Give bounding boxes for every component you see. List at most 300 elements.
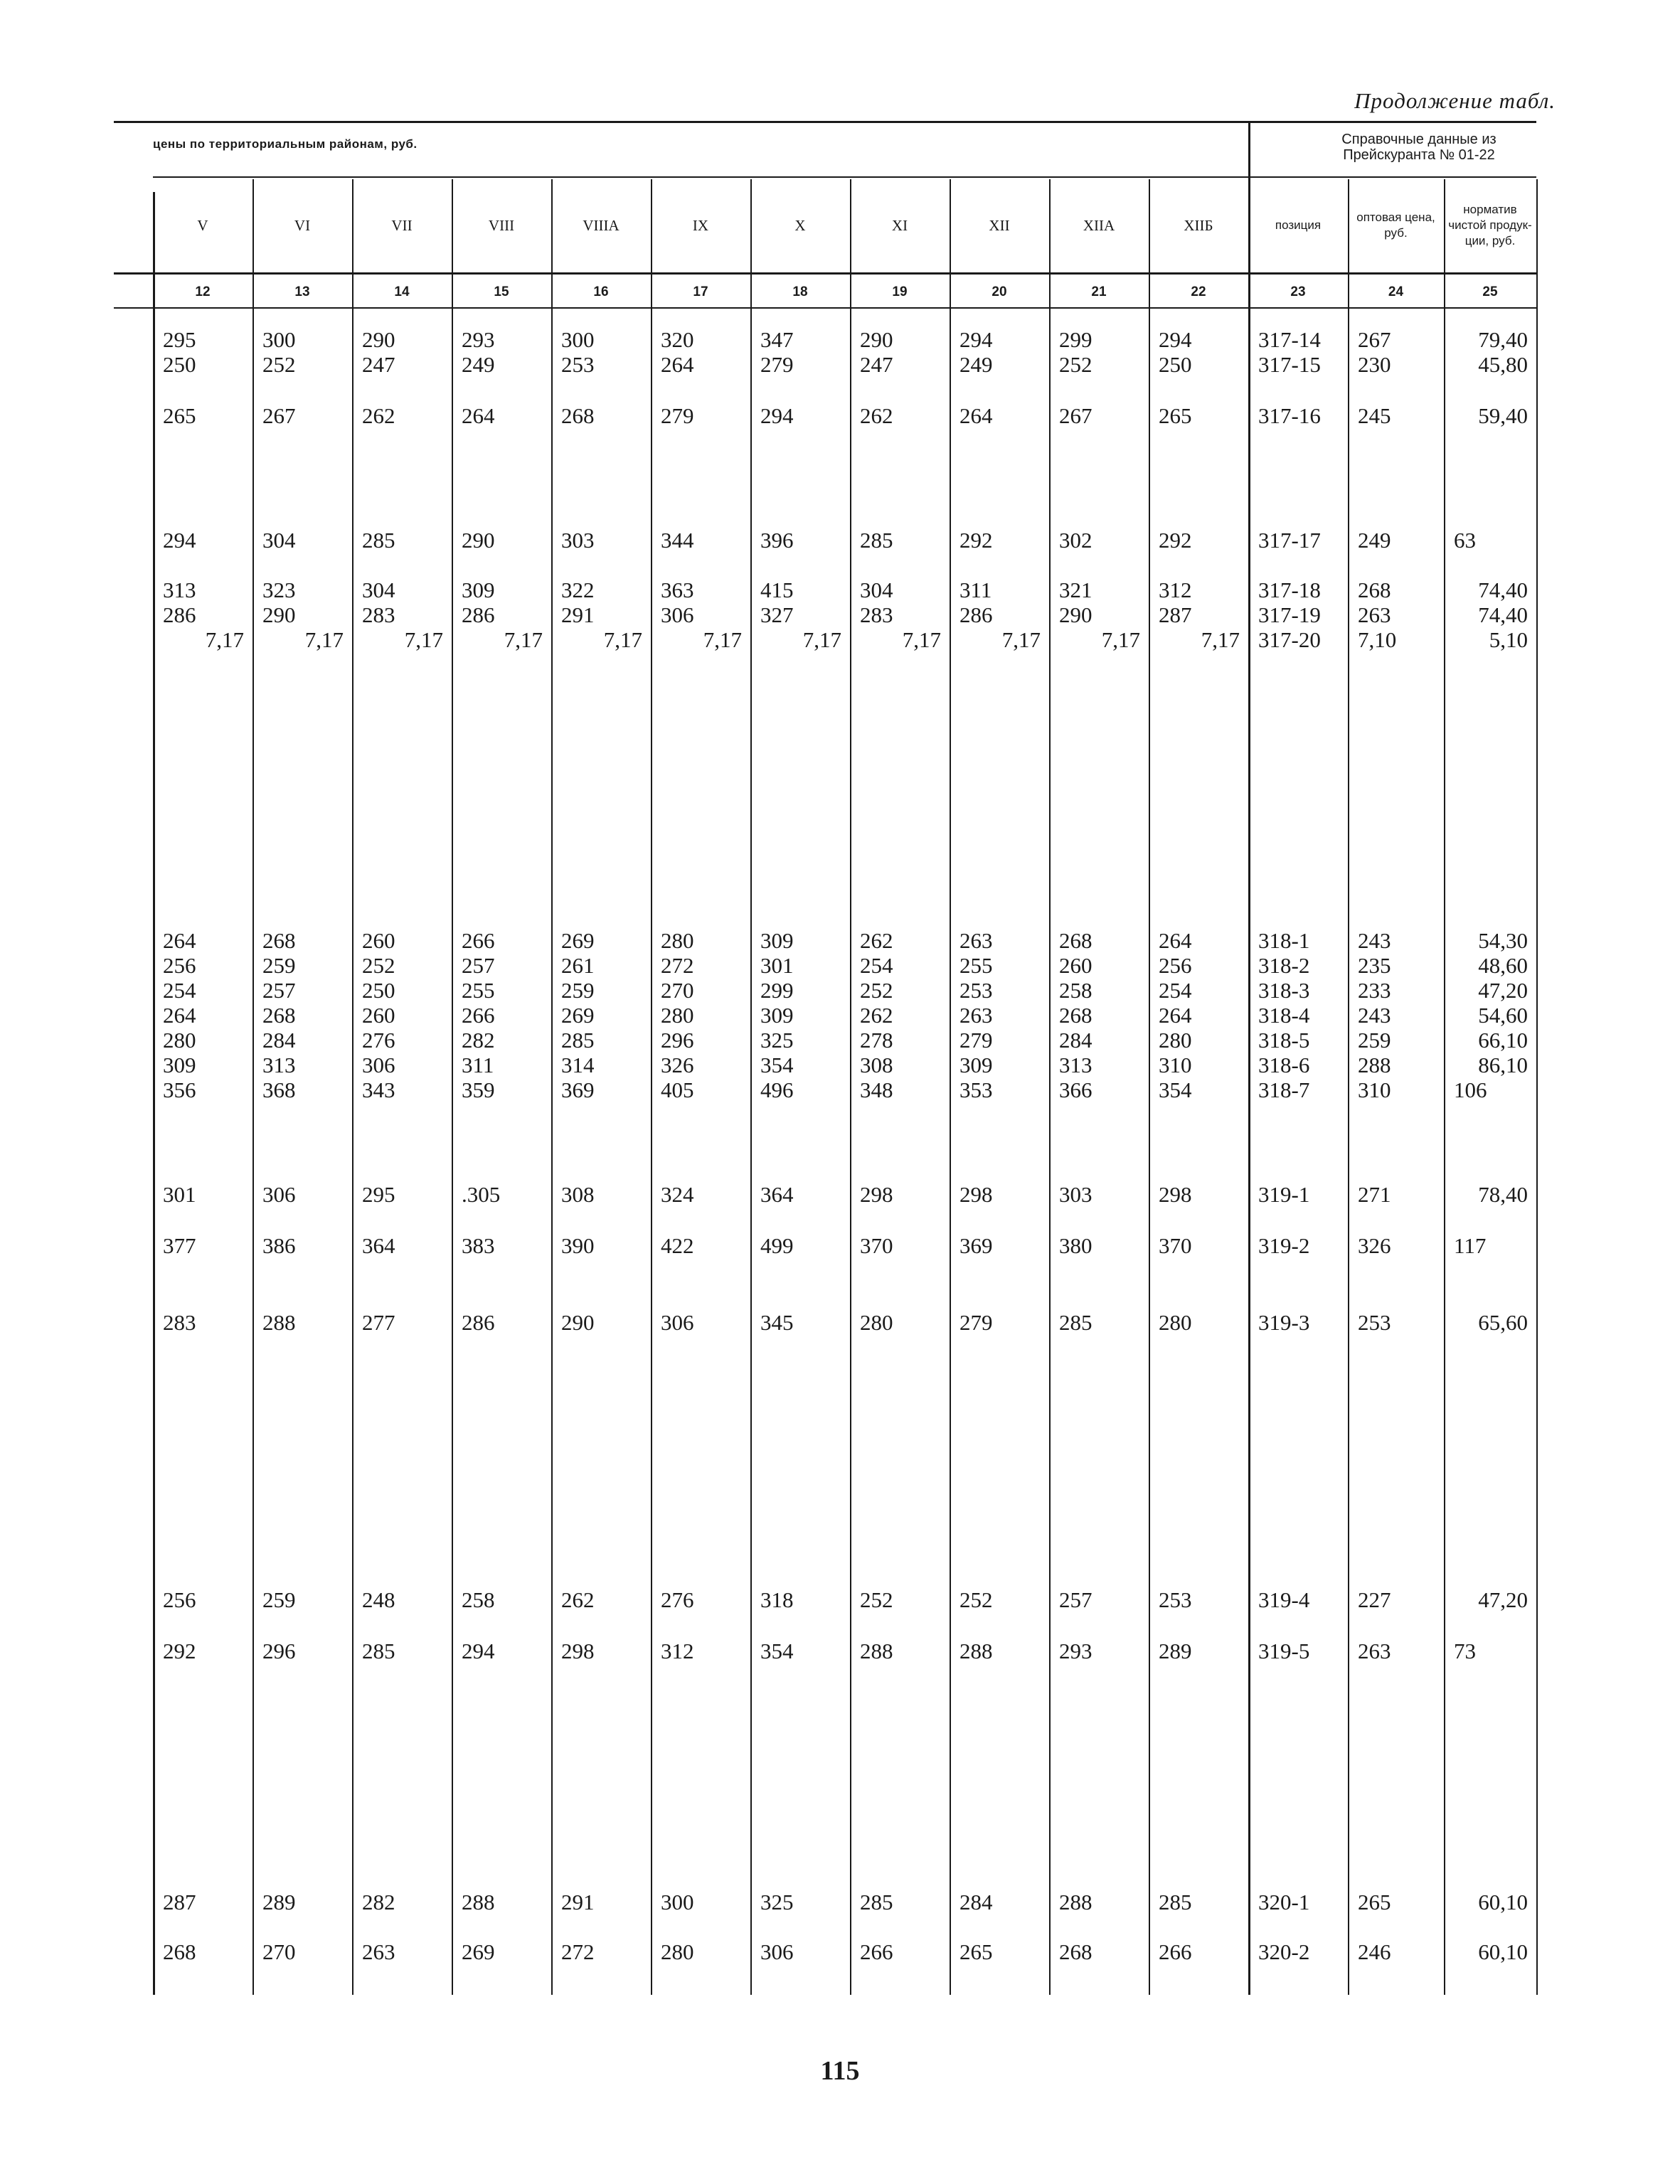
table-cell: 247 xyxy=(860,352,893,377)
table-cell: 117 xyxy=(1454,1233,1487,1258)
table-cell: 311 xyxy=(462,1053,494,1077)
table-cell: 252 xyxy=(262,352,296,377)
table-cell: 288 xyxy=(1358,1053,1391,1077)
table-cell: 312 xyxy=(1159,577,1192,602)
column-rule xyxy=(1149,179,1150,1995)
table-cell: 264 xyxy=(163,928,196,953)
table-cell: 325 xyxy=(760,1028,794,1053)
table-cell: 7,17 xyxy=(304,627,344,652)
table-cell: 5,10 xyxy=(1489,627,1528,652)
table-cell: 7,17 xyxy=(1001,627,1041,652)
table-cell: 298 xyxy=(860,1182,893,1207)
table-cell: 264 xyxy=(163,1003,196,1028)
numbers-bottom-rule xyxy=(114,307,1536,309)
table-cell: 319-3 xyxy=(1258,1310,1310,1335)
table-cell: 259 xyxy=(1358,1028,1391,1053)
table-cell: 318-2 xyxy=(1258,953,1310,978)
table-cell: 263 xyxy=(1358,602,1391,627)
column-rule xyxy=(551,179,553,1995)
table-cell: 262 xyxy=(860,403,893,428)
table-cell: 324 xyxy=(661,1182,694,1207)
table-cell: 73 xyxy=(1454,1639,1476,1663)
table-cell: 278 xyxy=(860,1028,893,1053)
table-cell: 318 xyxy=(760,1587,794,1612)
table-cell: 326 xyxy=(1358,1233,1391,1258)
table-cell: 366 xyxy=(1059,1077,1092,1102)
table-cell: 290 xyxy=(262,602,296,627)
table-cell: 294 xyxy=(163,528,196,553)
table-cell: 280 xyxy=(1159,1310,1192,1335)
table-cell: 263 xyxy=(959,928,993,953)
table-cell: 7,17 xyxy=(703,627,742,652)
table-cell: 265 xyxy=(959,1939,993,1964)
table-cell: 7,17 xyxy=(205,627,244,652)
table-cell: 292 xyxy=(163,1639,196,1663)
column-rule xyxy=(1348,179,1349,1995)
table-cell: 78,40 xyxy=(1478,1182,1528,1207)
column-header: V xyxy=(197,216,208,234)
table-cell: 252 xyxy=(362,953,395,978)
table-cell: 45,80 xyxy=(1478,352,1528,377)
table-cell: 227 xyxy=(1358,1587,1391,1612)
table-cell: 270 xyxy=(262,1939,296,1964)
column-rule xyxy=(1049,179,1051,1995)
column-number: 15 xyxy=(494,284,509,299)
table-cell: 293 xyxy=(1059,1639,1092,1663)
table-cell: 290 xyxy=(860,327,893,352)
table-cell: 255 xyxy=(959,953,993,978)
table-cell: 313 xyxy=(262,1053,296,1077)
table-cell: 310 xyxy=(1159,1053,1192,1077)
table-cell: 252 xyxy=(1059,352,1092,377)
table-cell: 302 xyxy=(1059,528,1092,553)
reference-block-rule xyxy=(1248,122,1250,179)
table-cell: 235 xyxy=(1358,953,1391,978)
table-cell: 252 xyxy=(860,1587,893,1612)
table-cell: 264 xyxy=(1159,928,1192,953)
table-cell: 258 xyxy=(462,1587,495,1612)
table-cell: 306 xyxy=(760,1939,794,1964)
column-header: X xyxy=(794,216,806,234)
table-cell: 317-18 xyxy=(1258,577,1321,602)
table-cell: 282 xyxy=(462,1028,495,1053)
table-cell: 319-1 xyxy=(1258,1182,1310,1207)
table-cell: 7,17 xyxy=(1201,627,1240,652)
table-cell: 303 xyxy=(1059,1182,1092,1207)
table-cell: 396 xyxy=(760,528,794,553)
table-cell: 284 xyxy=(1059,1028,1092,1053)
table-cell: 286 xyxy=(959,602,993,627)
table-cell: .305 xyxy=(462,1182,501,1207)
table-cell: 54,60 xyxy=(1478,1003,1528,1028)
table-cell: 268 xyxy=(1059,1003,1092,1028)
column-rule xyxy=(1536,179,1538,1995)
table-cell: 259 xyxy=(262,1587,296,1612)
table-cell: 270 xyxy=(661,978,694,1003)
table-cell: 280 xyxy=(661,1939,694,1964)
table-cell: 267 xyxy=(262,403,296,428)
table-cell: 60,10 xyxy=(1478,1939,1528,1964)
table-cell: 290 xyxy=(1059,602,1092,627)
table-cell: 254 xyxy=(860,953,893,978)
column-rule xyxy=(252,179,254,1995)
table-cell: 327 xyxy=(760,602,794,627)
table-cell: 288 xyxy=(860,1639,893,1663)
table-cell: 276 xyxy=(362,1028,395,1053)
table-cell: 246 xyxy=(1358,1939,1391,1964)
table-cell: 54,30 xyxy=(1478,928,1528,953)
table-cell: 283 xyxy=(860,602,893,627)
table-cell: 285 xyxy=(362,1639,395,1663)
table-cell: 250 xyxy=(163,352,196,377)
table-cell: 256 xyxy=(163,953,196,978)
table-cell: 289 xyxy=(262,1890,296,1914)
table-cell: 86,10 xyxy=(1478,1053,1528,1077)
table-cell: 280 xyxy=(1159,1028,1192,1053)
table-cell: 356 xyxy=(163,1077,196,1102)
table-cell: 415 xyxy=(760,577,794,602)
table-cell: 253 xyxy=(1159,1587,1192,1612)
table-cell: 291 xyxy=(561,1890,595,1914)
table-cell: 252 xyxy=(860,978,893,1003)
table-cell: 267 xyxy=(1059,403,1092,428)
table-cell: 313 xyxy=(163,577,196,602)
table-cell: 300 xyxy=(661,1890,694,1914)
table-cell: 287 xyxy=(1159,602,1192,627)
table-cell: 276 xyxy=(661,1587,694,1612)
column-rule xyxy=(1248,179,1250,1995)
table-cell: 279 xyxy=(959,1310,993,1335)
table-cell: 263 xyxy=(1358,1639,1391,1663)
header-bottom-rule xyxy=(114,272,1536,275)
column-number: 19 xyxy=(892,284,908,299)
table-cell: 245 xyxy=(1358,403,1391,428)
continuation-title: Продолжение табл. xyxy=(1354,88,1556,113)
table-cell: 288 xyxy=(959,1639,993,1663)
table-cell: 249 xyxy=(959,352,993,377)
table-cell: 269 xyxy=(561,928,595,953)
table-cell: 280 xyxy=(860,1310,893,1335)
column-rule xyxy=(452,179,453,1995)
table-cell: 7,17 xyxy=(603,627,642,652)
table-cell: 230 xyxy=(1358,352,1391,377)
table-cell: 311 xyxy=(959,577,992,602)
table-cell: 285 xyxy=(1059,1310,1092,1335)
table-cell: 309 xyxy=(760,928,794,953)
table-cell: 60,10 xyxy=(1478,1890,1528,1914)
table-cell: 63 xyxy=(1454,528,1476,553)
table-cell: 354 xyxy=(760,1639,794,1663)
table-cell: 321 xyxy=(1059,577,1092,602)
table-cell: 308 xyxy=(561,1182,595,1207)
header-sub-rule xyxy=(153,176,1536,178)
table-cell: 301 xyxy=(760,953,794,978)
table-cell: 286 xyxy=(163,602,196,627)
table-cell: 345 xyxy=(760,1310,794,1335)
table-cell: 323 xyxy=(262,577,296,602)
table-cell: 265 xyxy=(1159,403,1192,428)
table-cell: 250 xyxy=(362,978,395,1003)
table-cell: 272 xyxy=(661,953,694,978)
table-cell: 300 xyxy=(561,327,595,352)
table-cell: 386 xyxy=(262,1233,296,1258)
table-cell: 272 xyxy=(561,1939,595,1964)
table-cell: 264 xyxy=(1159,1003,1192,1028)
table-cell: 304 xyxy=(362,577,395,602)
table-cell: 264 xyxy=(661,352,694,377)
table-cell: 298 xyxy=(959,1182,993,1207)
table-cell: 306 xyxy=(362,1053,395,1077)
table-cell: 306 xyxy=(661,602,694,627)
column-number: 14 xyxy=(394,284,410,299)
table-cell: 313 xyxy=(1059,1053,1092,1077)
table-cell: 317-17 xyxy=(1258,528,1321,553)
table-cell: 47,20 xyxy=(1478,1587,1528,1612)
table-cell: 280 xyxy=(661,928,694,953)
table-cell: 347 xyxy=(760,327,794,352)
column-number: 25 xyxy=(1482,284,1498,299)
column-header: XI xyxy=(891,216,908,234)
table-cell: 353 xyxy=(959,1077,993,1102)
table-cell: 260 xyxy=(362,928,395,953)
table-cell: 253 xyxy=(561,352,595,377)
table-cell: 296 xyxy=(262,1639,296,1663)
table-cell: 310 xyxy=(1358,1077,1391,1102)
table-cell: 319-4 xyxy=(1258,1587,1310,1612)
table-cell: 282 xyxy=(362,1890,395,1914)
table-cell: 264 xyxy=(959,403,993,428)
table-cell: 7,17 xyxy=(802,627,841,652)
table-cell: 266 xyxy=(1159,1939,1192,1964)
table-cell: 263 xyxy=(959,1003,993,1028)
table-cell: 309 xyxy=(959,1053,993,1077)
table-cell: 317-14 xyxy=(1258,327,1321,352)
table-cell: 422 xyxy=(661,1233,694,1258)
table-cell: 320 xyxy=(661,327,694,352)
table-cell: 343 xyxy=(362,1077,395,1102)
table-cell: 249 xyxy=(462,352,495,377)
table-cell: 284 xyxy=(262,1028,296,1053)
table-cell: 290 xyxy=(561,1310,595,1335)
table-cell: 364 xyxy=(760,1182,794,1207)
column-header: позиция xyxy=(1275,218,1322,232)
table-cell: 319-2 xyxy=(1258,1233,1310,1258)
table-cell: 359 xyxy=(462,1077,495,1102)
table-cell: 294 xyxy=(959,327,993,352)
table-cell: 252 xyxy=(959,1587,993,1612)
table-cell: 286 xyxy=(462,1310,495,1335)
table-cell: 294 xyxy=(462,1639,495,1663)
table-cell: 294 xyxy=(760,403,794,428)
column-header: XII xyxy=(989,216,1010,234)
table-cell: 269 xyxy=(462,1939,495,1964)
table-cell: 499 xyxy=(760,1233,794,1258)
table-cell: 268 xyxy=(262,928,296,953)
table-cell: 292 xyxy=(1159,528,1192,553)
table-cell: 309 xyxy=(163,1053,196,1077)
table-cell: 47,20 xyxy=(1478,978,1528,1003)
table-cell: 295 xyxy=(163,327,196,352)
table-cell: 363 xyxy=(661,577,694,602)
table-cell: 300 xyxy=(262,327,296,352)
column-header: IX xyxy=(692,216,709,234)
column-header: оптовая цена, руб. xyxy=(1356,211,1435,240)
column-header: VIIIA xyxy=(583,216,620,234)
table-cell: 280 xyxy=(661,1003,694,1028)
table-cell: 298 xyxy=(561,1639,595,1663)
table-cell: 285 xyxy=(860,1890,893,1914)
table-cell: 279 xyxy=(760,352,794,377)
column-number: 23 xyxy=(1290,284,1306,299)
table-cell: 319-5 xyxy=(1258,1639,1310,1663)
table-cell: 257 xyxy=(462,953,495,978)
table-cell: 268 xyxy=(1358,577,1391,602)
table-cell: 383 xyxy=(462,1233,495,1258)
table-cell: 318-4 xyxy=(1258,1003,1310,1028)
table-cell: 106 xyxy=(1454,1077,1487,1102)
page-number: 115 xyxy=(820,2056,860,2086)
table-cell: 74,40 xyxy=(1478,602,1528,627)
table-cell: 318-6 xyxy=(1258,1053,1310,1077)
table-cell: 59,40 xyxy=(1478,403,1528,428)
table-cell: 290 xyxy=(362,327,395,352)
table-cell: 7,17 xyxy=(1101,627,1140,652)
table-cell: 284 xyxy=(959,1890,993,1914)
column-rule xyxy=(153,192,155,1995)
table-cell: 265 xyxy=(1358,1890,1391,1914)
table-cell: 79,40 xyxy=(1478,327,1528,352)
table-cell: 380 xyxy=(1059,1233,1092,1258)
table-cell: 309 xyxy=(462,577,495,602)
table-cell: 325 xyxy=(760,1890,794,1914)
table-cell: 318-7 xyxy=(1258,1077,1310,1102)
table-cell: 247 xyxy=(362,352,395,377)
table-cell: 369 xyxy=(959,1233,993,1258)
table-cell: 253 xyxy=(959,978,993,1003)
column-number: 22 xyxy=(1191,284,1206,299)
table-cell: 320-2 xyxy=(1258,1939,1310,1964)
column-rule xyxy=(950,179,951,1995)
table-cell: 344 xyxy=(661,528,694,553)
table-cell: 304 xyxy=(860,577,893,602)
table-cell: 283 xyxy=(163,1310,196,1335)
table-cell: 248 xyxy=(362,1587,395,1612)
table-cell: 289 xyxy=(1159,1639,1192,1663)
column-number: 17 xyxy=(693,284,708,299)
table-cell: 288 xyxy=(262,1310,296,1335)
table-cell: 262 xyxy=(860,928,893,953)
table-cell: 301 xyxy=(163,1182,196,1207)
table-cell: 364 xyxy=(362,1233,395,1258)
table-cell: 267 xyxy=(1358,327,1391,352)
table-cell: 268 xyxy=(561,403,595,428)
reference-header-label: Справочные данные из Прейскуранта № 01-22 xyxy=(1341,132,1496,163)
column-header: XIIБ xyxy=(1184,216,1213,234)
table-cell: 263 xyxy=(362,1939,395,1964)
table-cell: 260 xyxy=(1059,953,1092,978)
table-cell: 243 xyxy=(1358,928,1391,953)
table-cell: 7,10 xyxy=(1358,627,1397,652)
table-cell: 256 xyxy=(1159,953,1192,978)
table-cell: 288 xyxy=(462,1890,495,1914)
table-cell: 322 xyxy=(561,577,595,602)
table-cell: 271 xyxy=(1358,1182,1391,1207)
column-rule xyxy=(850,179,851,1995)
main-header-label: цены по территориальным районам, руб. xyxy=(153,137,418,151)
table-cell: 370 xyxy=(1159,1233,1192,1258)
table-cell: 285 xyxy=(362,528,395,553)
table-cell: 354 xyxy=(760,1053,794,1077)
table-cell: 283 xyxy=(362,602,395,627)
table-cell: 7,17 xyxy=(404,627,443,652)
table-cell: 296 xyxy=(661,1028,694,1053)
column-header: VIII xyxy=(488,216,515,234)
table-cell: 257 xyxy=(262,978,296,1003)
table-cell: 254 xyxy=(1159,978,1192,1003)
table-cell: 293 xyxy=(462,327,495,352)
table-cell: 294 xyxy=(1159,327,1192,352)
table-cell: 7,17 xyxy=(504,627,543,652)
table-cell: 261 xyxy=(561,953,595,978)
table-cell: 318-1 xyxy=(1258,928,1310,953)
table-cell: 268 xyxy=(262,1003,296,1028)
table-cell: 290 xyxy=(462,528,495,553)
table-cell: 318-5 xyxy=(1258,1028,1310,1053)
table-cell: 262 xyxy=(362,403,395,428)
table-cell: 256 xyxy=(163,1587,196,1612)
table-cell: 285 xyxy=(860,528,893,553)
column-number: 21 xyxy=(1091,284,1107,299)
table-cell: 259 xyxy=(262,953,296,978)
table-cell: 286 xyxy=(462,602,495,627)
table-cell: 314 xyxy=(561,1053,595,1077)
table-cell: 306 xyxy=(262,1182,296,1207)
table-cell: 254 xyxy=(163,978,196,1003)
table-cell: 262 xyxy=(561,1587,595,1612)
table-cell: 285 xyxy=(1159,1890,1192,1914)
table-cell: 277 xyxy=(362,1310,395,1335)
table-cell: 260 xyxy=(362,1003,395,1028)
table-cell: 317-15 xyxy=(1258,352,1321,377)
column-header: VI xyxy=(294,216,311,234)
table-cell: 266 xyxy=(462,928,495,953)
table-cell: 326 xyxy=(661,1053,694,1077)
column-number: 24 xyxy=(1388,284,1404,299)
table-cell: 266 xyxy=(860,1939,893,1964)
table-cell: 370 xyxy=(860,1233,893,1258)
table-cell: 279 xyxy=(959,1028,993,1053)
table-cell: 258 xyxy=(1059,978,1092,1003)
table-cell: 317-20 xyxy=(1258,627,1321,652)
table-cell: 369 xyxy=(561,1077,595,1102)
table-cell: 257 xyxy=(1059,1587,1092,1612)
table-cell: 268 xyxy=(1059,1939,1092,1964)
column-number: 18 xyxy=(792,284,808,299)
table-cell: 262 xyxy=(860,1003,893,1028)
table-cell: 266 xyxy=(462,1003,495,1028)
top-rule xyxy=(114,121,1536,123)
table-cell: 390 xyxy=(561,1233,595,1258)
table-cell: 496 xyxy=(760,1077,794,1102)
table-cell: 279 xyxy=(661,403,694,428)
column-number: 20 xyxy=(991,284,1007,299)
table-cell: 299 xyxy=(1059,327,1092,352)
table-cell: 243 xyxy=(1358,1003,1391,1028)
table-cell: 287 xyxy=(163,1890,196,1914)
column-header: норматив чистой продук-ции, руб. xyxy=(1448,203,1532,247)
column-rule xyxy=(651,179,652,1995)
table-cell: 269 xyxy=(561,1003,595,1028)
